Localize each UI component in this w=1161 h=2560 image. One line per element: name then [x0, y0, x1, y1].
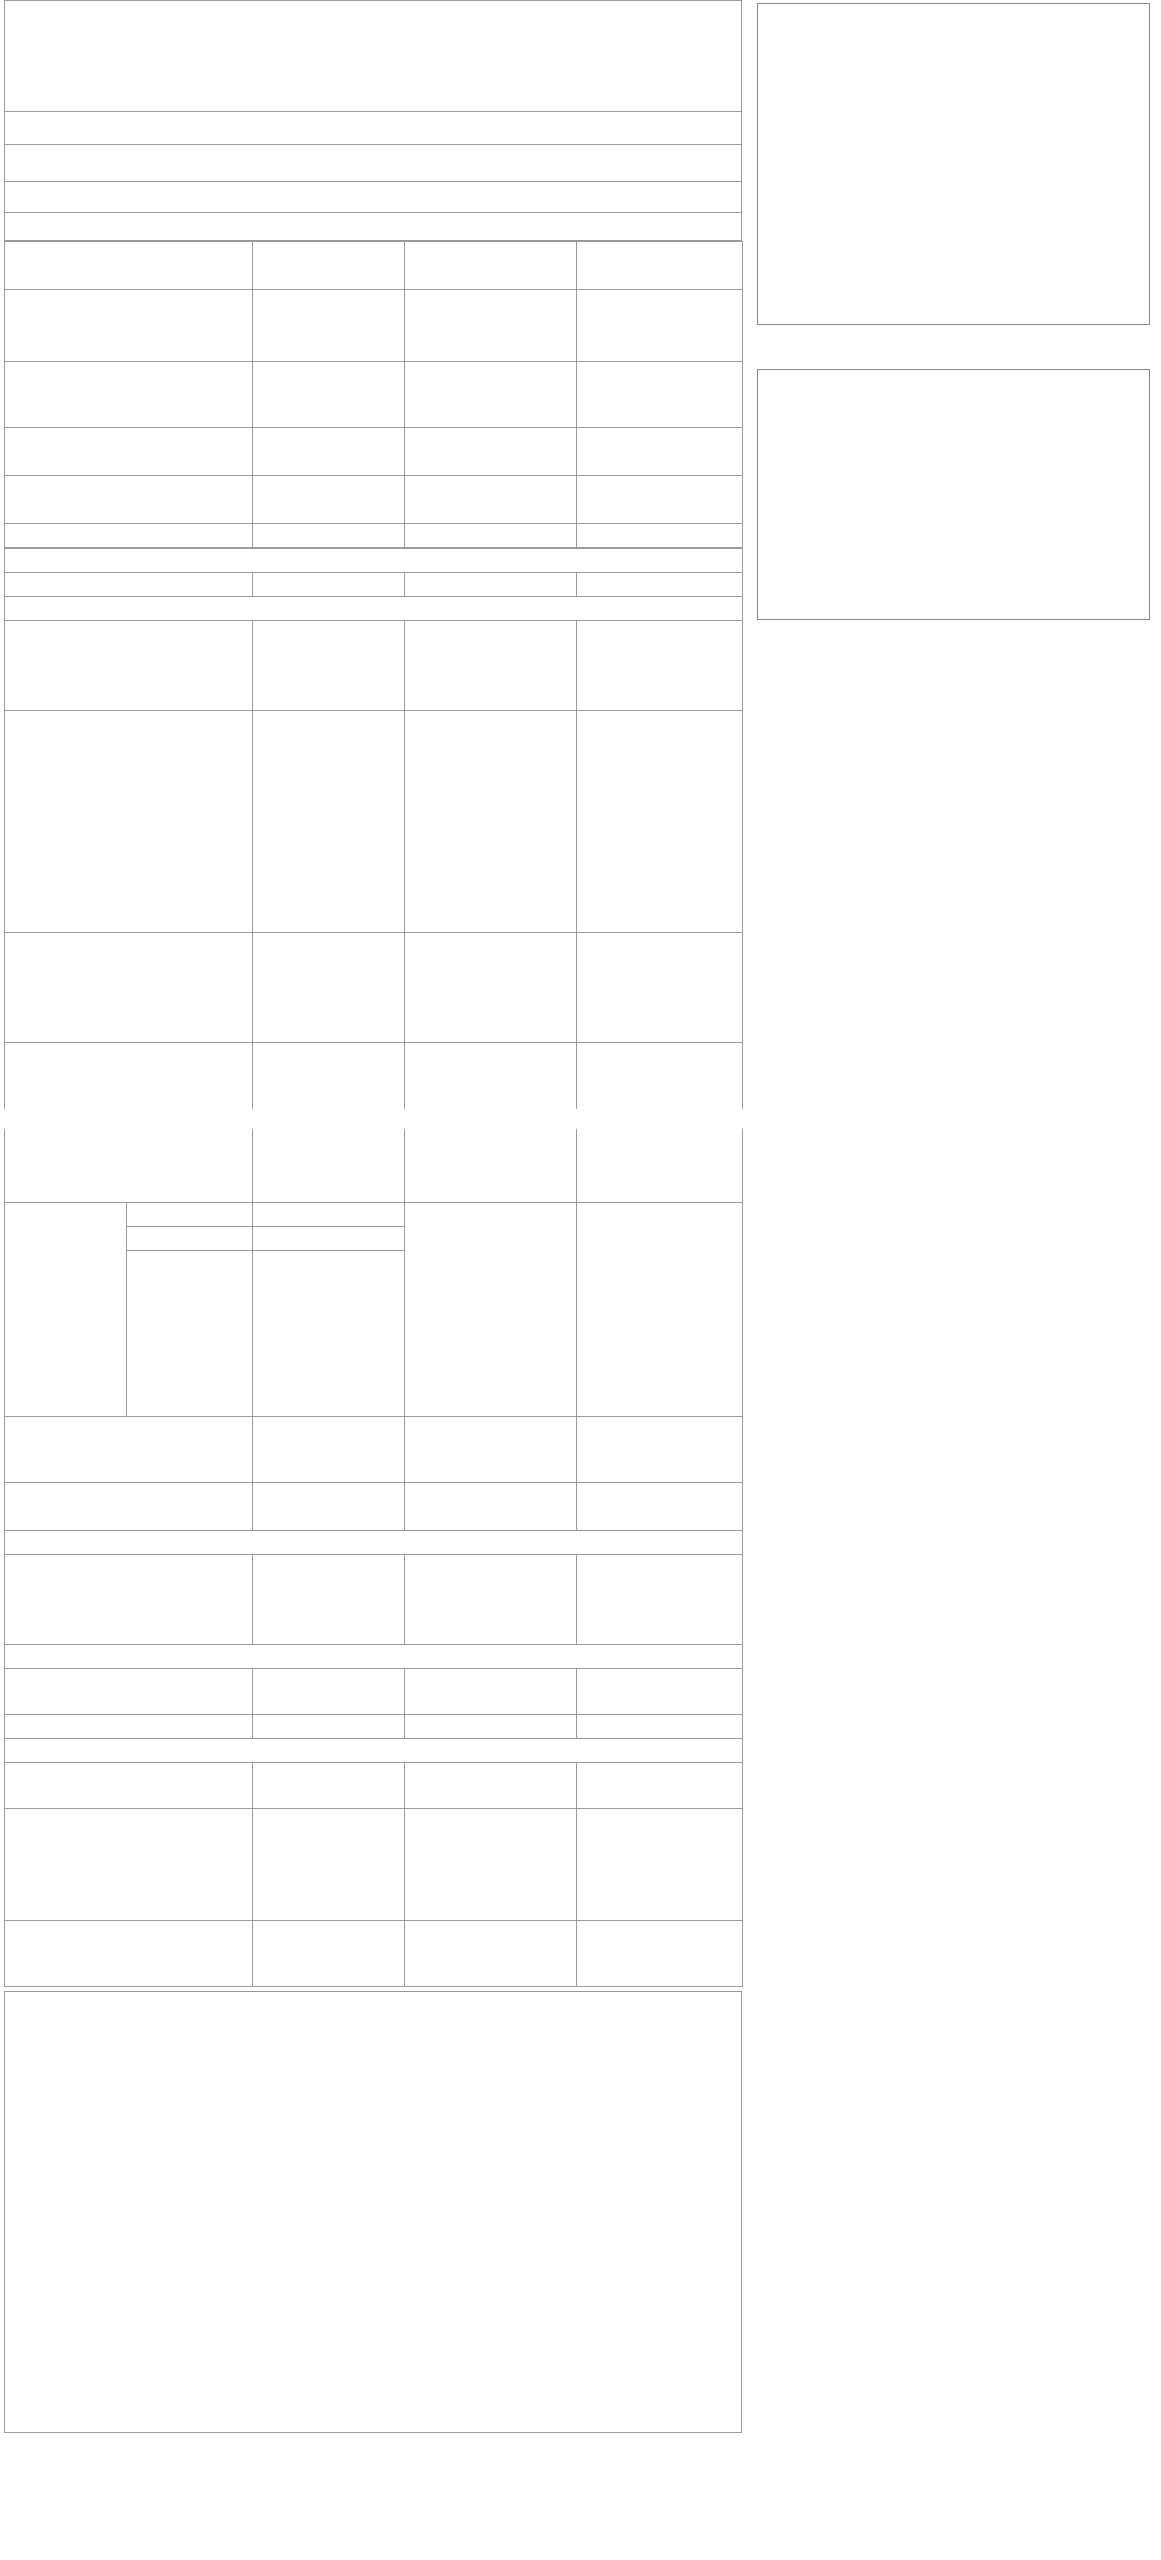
cell-value — [253, 428, 405, 476]
light-type-table — [4, 241, 743, 548]
table-row — [5, 1645, 743, 1669]
cell-value — [253, 1417, 405, 1483]
cell-empty — [405, 290, 577, 362]
table-row — [5, 290, 743, 362]
cell-value — [253, 1763, 405, 1809]
cell-value — [577, 1921, 743, 1987]
cell-empty — [5, 1483, 253, 1531]
cell-label — [405, 1669, 577, 1715]
cell-value — [577, 1669, 743, 1715]
cell-label — [5, 1129, 253, 1203]
section-heading — [5, 1531, 743, 1555]
cell-value — [577, 711, 743, 933]
cell-value — [253, 242, 405, 290]
cell-label — [5, 242, 253, 290]
website-row — [453, 2188, 457, 2210]
model-row — [4, 182, 742, 213]
table-row — [5, 573, 743, 597]
cell-empty — [253, 1275, 405, 1417]
dim-height-label — [127, 1203, 253, 1227]
cell-label — [5, 933, 253, 1043]
cell-label — [5, 290, 253, 362]
phone-row — [453, 2310, 457, 2328]
supplier-address-row — [4, 145, 742, 182]
table-row — [5, 597, 743, 621]
support-name-row — [11, 2276, 15, 2294]
cell-value — [253, 1921, 405, 1987]
cell-value — [577, 242, 743, 290]
section-heading — [5, 1739, 743, 1763]
table-row — [5, 711, 743, 933]
cell-label — [405, 1763, 577, 1809]
table-row — [5, 1043, 743, 1109]
cell-value — [253, 290, 405, 362]
datasheet-page — [4, 0, 742, 2433]
section-heading — [5, 597, 743, 621]
dim-depth-value — [253, 1251, 405, 1275]
cell-label — [5, 1555, 253, 1645]
cell-value — [253, 1809, 405, 1921]
table-row — [5, 476, 743, 524]
table-row — [5, 1669, 743, 1715]
section-heading — [5, 1645, 743, 1669]
table-row — [5, 362, 743, 428]
polar-diagram — [757, 3, 1150, 325]
cell-label — [5, 1809, 253, 1921]
title-block — [4, 0, 742, 112]
cell-value — [577, 1809, 743, 1921]
cell-label — [405, 621, 577, 711]
cell-label — [405, 242, 577, 290]
cell-label — [5, 428, 253, 476]
cell-value — [577, 362, 743, 428]
cell-empty — [405, 476, 577, 524]
cell-label — [405, 1809, 577, 1921]
cell-value — [253, 1669, 405, 1715]
light-type-heading-row — [4, 213, 742, 241]
cell-value — [577, 1483, 743, 1531]
table-row — [5, 428, 743, 476]
cell-empty — [253, 1129, 405, 1203]
eprel-row — [11, 2134, 15, 2152]
cell-value — [577, 1417, 743, 1483]
cell-label — [405, 1129, 577, 1203]
table-row — [5, 1715, 743, 1739]
cell-value — [253, 933, 405, 1043]
cell-value — [253, 362, 405, 428]
dimensions-label — [5, 1203, 127, 1417]
cell-label — [5, 1043, 253, 1109]
dim-width-value — [253, 1227, 405, 1251]
product-params-table-continued — [4, 1129, 743, 1988]
cell-label — [5, 621, 253, 711]
cell-label — [405, 1417, 577, 1483]
dim-width-label — [127, 1227, 253, 1251]
cell-value — [577, 621, 743, 711]
col-header — [577, 573, 743, 597]
table-row — [5, 1483, 743, 1531]
section-heading — [5, 549, 743, 573]
cell-label — [5, 524, 253, 548]
cell-label — [405, 1483, 577, 1531]
table-row — [5, 1921, 743, 1987]
cell-label — [405, 933, 577, 1043]
cell-label — [5, 362, 253, 428]
spectrum-diagram — [757, 369, 1150, 620]
cell-label — [5, 1417, 253, 1483]
cell-label — [5, 1715, 253, 1739]
cell-empty — [253, 1483, 405, 1531]
cell-label — [5, 1669, 253, 1715]
dim-depth-label — [127, 1251, 253, 1275]
dim-height-value — [253, 1203, 405, 1227]
page-number — [4, 1115, 742, 1129]
table-row — [5, 1809, 743, 1921]
cell-label — [5, 1763, 253, 1809]
spd-label — [405, 1203, 577, 1417]
table-row — [5, 621, 743, 711]
table-row — [5, 1129, 743, 1203]
cell-value — [577, 1555, 743, 1645]
cell-value — [577, 524, 743, 548]
cell-empty — [577, 1129, 743, 1203]
cell-value — [253, 1555, 405, 1645]
cell-empty — [577, 476, 743, 524]
col-header — [253, 573, 405, 597]
table-row — [5, 1555, 743, 1645]
cell-value — [577, 428, 743, 476]
cell-label — [5, 1921, 253, 1987]
col-header — [5, 573, 253, 597]
table-row — [5, 1531, 743, 1555]
cell-label — [405, 524, 577, 548]
cell-value — [253, 1715, 405, 1739]
cell-value — [253, 711, 405, 933]
cell-empty — [577, 1715, 743, 1739]
cell-label — [405, 428, 577, 476]
cell-empty — [127, 1275, 253, 1417]
email-row — [11, 2310, 15, 2328]
cell-value — [577, 1043, 743, 1109]
cell-label — [405, 711, 577, 933]
table-row — [5, 524, 743, 548]
cell-empty — [577, 290, 743, 362]
cell-value — [577, 1763, 743, 1809]
cell-value — [253, 621, 405, 711]
cell-value — [253, 1043, 405, 1109]
cell-label — [405, 1921, 577, 1987]
qr-code-icon — [616, 2134, 720, 2238]
table-row — [5, 933, 743, 1043]
spd-value — [577, 1203, 743, 1417]
cell-empty — [405, 1715, 577, 1739]
table-row — [5, 242, 743, 290]
supplier-name-row — [4, 112, 742, 145]
supplier-row — [11, 2188, 401, 2210]
table-row — [5, 549, 743, 573]
cell-label — [405, 1043, 577, 1109]
cell-value — [577, 933, 743, 1043]
table-row — [5, 1739, 743, 1763]
col-header — [405, 573, 577, 597]
table-row — [5, 1203, 743, 1227]
cell-value — [253, 524, 405, 548]
table-row — [5, 1417, 743, 1483]
cell-label — [405, 362, 577, 428]
product-params-table — [4, 548, 743, 1109]
polar-chart-svg — [758, 4, 1149, 324]
spectrum-chart-svg — [758, 370, 1149, 619]
table-row — [5, 1763, 743, 1809]
cell-label — [5, 711, 253, 933]
cell-label — [5, 476, 253, 524]
cell-label — [405, 1555, 577, 1645]
cell-value — [253, 476, 405, 524]
